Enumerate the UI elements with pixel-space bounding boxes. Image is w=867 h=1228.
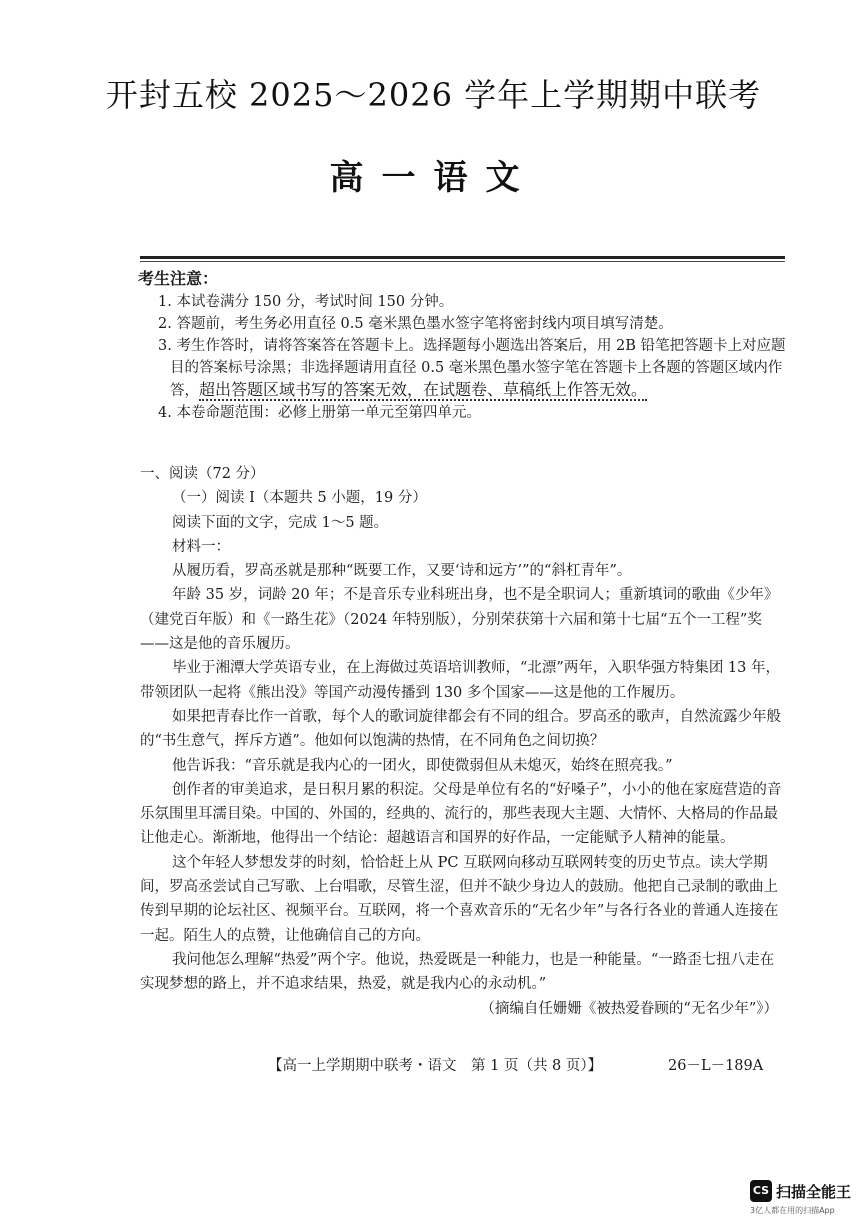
paragraph: 如果把青春比作一首歌，每个人的歌词旋律都会有不同的组合。罗高丞的歌声，自然流露少年般的“书生意气，挥斥方遒”。他如何以饱满的热情，在不同角色之间切换？ [140,708,781,750]
paragraph: 我问他怎么理解“热爱”两个字。他说，热爱既是一种能力，也是一种能量。“一路歪七扭八走在实现梦想的路上，并不追求结果，热爱，就是我内心的永动机。” [140,951,775,993]
notice-heading: 考生注意： [138,269,219,288]
paragraph: 这个年轻人梦想发芽的时刻，恰恰赶上从 PC 互联网向移动互联网转变的历史节点。读大学期间，罗高丞尝试自己写歌、上台唱歌，尽管生涩，但并不缺少身边人的鼓励。他把自己录制的歌曲上传到早期的论坛社区、视频平台。互联网，将一个喜欢音乐的“无名少年”与各行各业的普通人连接在一起。陌生人的点赞，让他确信自己的方向。 [140,854,779,944]
reading-section [140,462,786,1021]
section-heading: 一、阅读（72 分） [140,466,265,482]
header-divider [140,256,785,259]
notice-item-3-emphasis: 超出答题区域书写的答案无效，在试题卷、草稿纸上作答无效。 [199,380,648,399]
scanner-tagline: 3亿人都在用的扫描App [750,1206,835,1215]
footer-code: 26－L－189A [668,1058,764,1074]
subsection-heading: （一）阅读 Ⅰ（本题共 5 小题，19 分） [172,490,427,507]
scanner-app-name: 扫描全能王 [776,1183,852,1201]
notice-item-1: 1. 本试卷满分 150 分，考试时间 150 分钟。 [158,294,454,310]
notice-item-3-text: 3. 考生作答时，请将答案答在答题卡上。选择题每小题选出答案后，用 2B 铅笔把答题卡上对应题目的答案标号涂黑；非选择题请用直径 0.5 毫米黑色墨水签字笔在答题卡上各题的答题区域内作答， [158,338,786,399]
paragraph: 毕业于湘潭大学英语专业，在上海做过英语培训教师，“北漂”两年，入职华强方特集团 13 年，带领团队一起将《熊出没》等国产动漫传播到 130 多个国家——这是他的工作履历。 [140,660,780,701]
source-citation: （摘编自任姗姗《被热爱眷顾的“无名少年”》） [480,1000,778,1017]
notice-item-4: 4. 本卷命题范围：必修上册第一单元至第四单元。 [158,405,481,421]
paragraph: 年龄 35 岁，词龄 20 年；不是音乐专业科班出身，也不是全职词人；重新填词的歌曲《少年》（建党百年版）和《一路生花》（2024 年特别版），分别荣获第十六届和第十七届“五个一工程”奖——这是他的音乐履历。 [140,587,779,653]
material-label: 材料一： [172,538,230,555]
cs-logo-icon: CS [750,1180,772,1202]
footer-page-label: 【高一上学期期中联考・语文 第 1 页（共 8 页）】 [268,1058,603,1074]
paragraph: 创作者的审美追求，是日积月累的积淀。父母是单位有名的“好嗓子”，小小的他在家庭营造的音乐氛围里耳濡目染。中国的、外国的，经典的、流行的，那些表现大主题、大情怀、大格局的作品最让他走心。渐渐地，他得出一个结论：超越语言和国界的好作品，一定能赋予人精神的能量。 [140,781,782,847]
candidate-notice [138,268,788,424]
paragraph: 他告诉我：“音乐就是我内心的一团火，即使微弱但从未熄灭，始终在照亮我。” [172,757,673,774]
notice-item-3 [138,335,788,402]
reading-instruction: 阅读下面的文字，完成 1～5 题。 [172,514,389,531]
scanner-watermark [750,1178,860,1218]
paragraph: 从履历看，罗高丞就是那种“既要工作，又要‘诗和远方’”的“斜杠青年”。 [172,563,632,580]
subject-title: 高一语文 [329,158,538,198]
notice-item-2: 2. 答题前，考生务必用直径 0.5 毫米黑色墨水签字笔将密封线内项目填写清楚。 [158,316,673,332]
exam-title: 开封五校 2025～2026 学年上学期期中联考 [105,76,762,114]
header-divider-thin [140,261,785,262]
